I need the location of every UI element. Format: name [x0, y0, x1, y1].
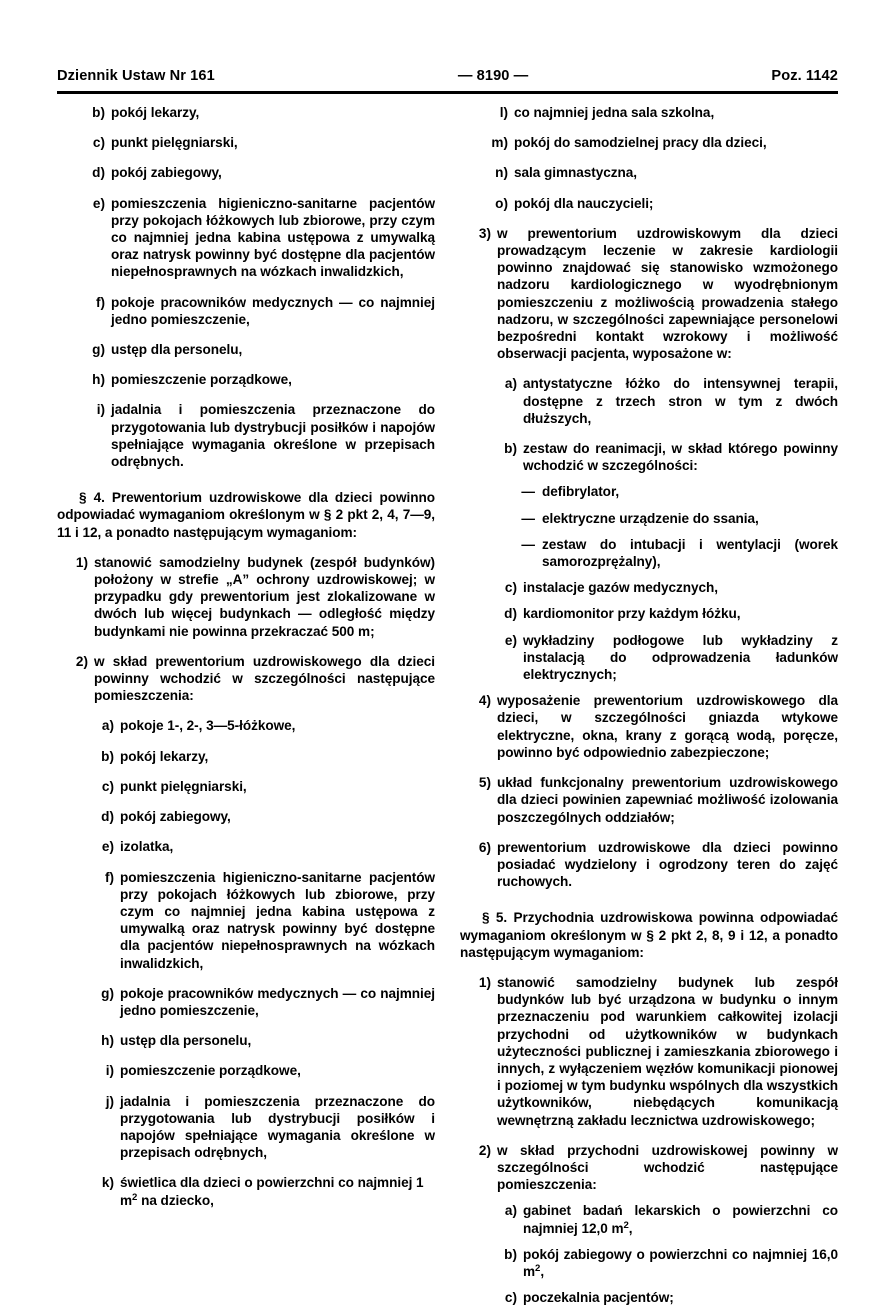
list-marker: h): [101, 1033, 114, 1049]
list-item: [93, 838, 435, 855]
left-column: [57, 104, 435, 1209]
list-item-text: w skład przychodni uzdrowiskowej powinny w szczególności wchodzić następujące pomieszczenia:: [497, 1142, 838, 1193]
list-item-text: jadalnia i pomieszczenia przeznaczone do przygotowania lub dystrybucji posiłków i napojów spełniające wymagania określone w przepisach odrębnych,: [120, 1093, 435, 1161]
list-item-text: antystatyczne łóżko do intensywnej terapii, dostępne z trzech stron w tym z dwóch dłuższych,: [523, 376, 838, 426]
list-marker: 2): [478, 1142, 491, 1158]
list-item-text: pomieszczenie porządkowe,: [111, 372, 292, 388]
right-column: [460, 104, 838, 1306]
list-item: [517, 510, 838, 527]
list-item: [471, 839, 838, 891]
list-marker-dash: —: [521, 484, 535, 500]
list-item: [487, 134, 838, 151]
list-item: [93, 808, 435, 825]
list-item-text-part: ,: [628, 1220, 633, 1236]
list-item-text: w skład prewentorium uzdrowiskowego dla dzieci powinny wchodzić w szczególności następujące pomieszczenia:: [94, 653, 435, 704]
list-marker: 6): [478, 839, 491, 855]
list-item: [471, 692, 838, 761]
list-item: [487, 195, 838, 212]
superscript-unit: 2: [623, 1219, 629, 1231]
list-item-text-part: pokój zabiegowy o powierzchni co najmniej 16,0 m: [523, 1246, 838, 1279]
list-item: [496, 440, 838, 474]
list-item: [471, 225, 838, 363]
list-item-text: zestaw do reanimacji, w skład którego powinny wchodzić w szczególności:: [523, 441, 838, 474]
list-item-text: pokój zabiegowy,: [111, 165, 222, 181]
list-item: [517, 483, 838, 500]
list-item: [93, 1062, 435, 1079]
list-marker-dash: —: [521, 510, 535, 526]
list-marker: e): [92, 195, 105, 211]
list-marker: i): [96, 402, 105, 418]
list-item-text: wyposażenie prewentorium uzdrowiskowego dla dzieci, w szczególności gniazda wtykowe elektryczne, okna, krany z gorącą wodą, poręcze, powinno być odpowiednio zabezpieczone;: [497, 693, 838, 760]
list-marker: c): [504, 580, 517, 596]
list-marker: n): [495, 165, 508, 181]
list-item-text: pokój do samodzielnej pracy dla dzieci,: [514, 135, 767, 151]
list-item-text: pokój zabiegowy,: [120, 809, 231, 825]
list-item-text: prewentorium uzdrowiskowe dla dzieci powinno posiadać wydzielony i ogrodzony teren do zajęć ruchowych.: [497, 839, 838, 890]
list-item-text: stanowić samodzielny budynek lub zespół budynków lub być urządzona w budynku o innym przeznaczeniu pod warunkiem całkowitej izolacji przychodni od użytkowników w budynkach użyteczności publicznej i zamieszkania zbiorowego i innych, z wyłączeniem węzłów komunikacji pionowej i poziomej w tym budynku wspólnych dla wszystkich użytkowników, niebędących komunikacją wewnętrzną zakładu lecznictwa uzdrowiskowego;: [497, 974, 838, 1128]
list-marker: a): [504, 1203, 517, 1219]
list-item-text-part: gabinet badań lekarskich o powierzchni co najmniej 12,0 m: [523, 1203, 838, 1236]
list-marker: f): [104, 869, 114, 885]
list-item: [84, 341, 435, 358]
list-item: [496, 375, 838, 427]
list-item-text: instalacje gazów medycznych,: [523, 580, 719, 596]
list-marker: c): [504, 1290, 517, 1306]
paragraph-5: § 5. Przychodnia uzdrowiskowa powinna odpowiadać wymaganiom określonym w § 2 pkt 2, 8, 9 i 12, a ponadto następującym wymaganiom:: [460, 910, 838, 960]
list-item-text: elektryczne urządzenie do ssania,: [542, 510, 759, 526]
list-marker: j): [105, 1093, 114, 1109]
list-marker: o): [495, 195, 508, 211]
list-item-text: [523, 1246, 838, 1280]
list-item-text: pomieszczenia higieniczno-sanitarne pacjentów przy pokojach łóżkowych lub zbiorowe, przy czym co najmniej jedna kabina ustępowa z umywalką oraz natrysk powinny być dostępne dla pacjentów niepełnosprawnych na wózkach inwalidzkich,: [120, 869, 435, 971]
list-item-text: wykładziny podłogowe lub wykładziny z instalacją do odprowadzenia ładunków elektrycznych;: [523, 632, 838, 683]
list-marker: b): [504, 1246, 517, 1262]
list-marker: l): [499, 105, 508, 120]
list-item: [496, 632, 838, 684]
list-marker: g): [101, 985, 114, 1001]
list-item: [471, 974, 838, 1129]
two-column-body: [57, 104, 838, 1306]
list-marker: b): [101, 748, 114, 764]
list-item: [496, 1289, 838, 1306]
list-item: [84, 104, 435, 121]
item-reference: Poz. 1142: [771, 68, 838, 85]
superscript-unit: 2: [535, 1262, 541, 1274]
list-item: [68, 554, 435, 640]
list-item: [84, 134, 435, 151]
list-marker: e): [101, 839, 114, 855]
list-item-text: defibrylator,: [542, 484, 620, 500]
journal-title: Dziennik Ustaw Nr 161: [57, 68, 215, 85]
list-item-text: układ funkcjonalny prewentorium uzdrowiskowego dla dzieci powinien zapewniać możliwość izolowania poszczególnych oddziałów;: [497, 775, 838, 825]
list-marker: d): [504, 606, 517, 622]
list-item: [471, 774, 838, 826]
list-item-text: pokój dla nauczycieli;: [514, 195, 654, 211]
list-item-text: pokój lekarzy,: [120, 748, 209, 764]
header-divider: [57, 91, 838, 94]
list-item-text: ustęp dla personelu,: [111, 342, 243, 358]
superscript-unit: 2: [132, 1191, 138, 1203]
list-item-text: zestaw do intubacji i wentylacji (worek samorozprężalny),: [542, 536, 838, 570]
list-item-text: sala gimnastyczna,: [514, 165, 638, 181]
list-item-text: izolatka,: [120, 839, 174, 855]
list-item: [471, 1142, 838, 1194]
list-marker: b): [92, 105, 105, 120]
list-item: [496, 1246, 838, 1280]
list-item: [496, 605, 838, 622]
list-item-text: jadalnia i pomieszczenia przeznaczone do przygotowania lub dystrybucji posiłków i napojów spełniające wymagania określone w przepisach odrębnych.: [111, 402, 435, 470]
list-item-text: pokoje pracowników medycznych — co najmniej jedno pomieszczenie,: [120, 985, 435, 1018]
list-item: [487, 164, 838, 181]
list-item-text: punkt pielęgniarski,: [120, 778, 247, 794]
list-item: [93, 778, 435, 795]
list-marker: 1): [478, 974, 491, 990]
list-item: [487, 104, 838, 121]
list-item: [93, 748, 435, 765]
list-item: [84, 294, 435, 328]
list-item-text: stanowić samodzielny budynek (zespół budynków) położony w strefie „A” ochrony uzdrowiskowej; w przypadku gdy prewentorium jest zlokalizowane w dwóch lub więcej budynkach — odległość między budynkami nie powinna przekraczać 500 m;: [94, 554, 435, 639]
list-item: [93, 869, 435, 972]
list-marker: m): [491, 135, 508, 151]
list-item-text: [523, 1202, 838, 1236]
list-marker: 5): [478, 775, 491, 791]
list-marker: 1): [75, 554, 88, 570]
list-marker: c): [92, 135, 105, 151]
list-marker: 3): [478, 225, 491, 241]
list-item: [93, 717, 435, 734]
list-item-text: co najmniej jedna sala szkolna,: [514, 105, 715, 120]
list-item-text: pomieszczenia higieniczno-sanitarne pacjentów przy pokojach łóżkowych lub zbiorowe, przy czym co najmniej jedna kabina ustępowa z umywalką oraz natrysk powinny być dostępne dla pacjentów niepełnosprawnych na wózkach inwalidzkich,: [111, 195, 435, 280]
list-item-text: pokoje 1-, 2-, 3—5-łóżkowe,: [120, 718, 296, 734]
list-marker: a): [504, 376, 517, 392]
list-item: [84, 195, 435, 281]
list-marker: d): [92, 165, 105, 181]
list-item-text: pokój lekarzy,: [111, 105, 200, 120]
list-item-text: pomieszczenie porządkowe,: [120, 1063, 301, 1079]
list-item: [496, 1202, 838, 1236]
list-item: [93, 985, 435, 1019]
list-item-text: poczekalnia pacjentów;: [523, 1290, 674, 1306]
list-marker: a): [101, 718, 114, 734]
list-item: [84, 371, 435, 388]
list-item-text: ustęp dla personelu,: [120, 1033, 252, 1049]
page-number: — 8190 —: [457, 68, 529, 85]
list-item-text: [120, 1174, 435, 1208]
list-marker: f): [95, 294, 105, 310]
list-marker: k): [101, 1175, 114, 1191]
list-item-text: kardiomonitor przy każdym łóżku,: [523, 606, 741, 622]
list-marker: i): [105, 1063, 114, 1079]
list-marker: h): [92, 372, 105, 388]
list-item: [84, 164, 435, 181]
list-item: [84, 401, 435, 470]
list-item-text-part: świetlica dla dzieci o powierzchni co najmniej 1 m: [120, 1175, 424, 1208]
list-item: [93, 1093, 435, 1162]
list-item-text-part: ,: [540, 1263, 545, 1279]
list-marker: g): [92, 342, 105, 358]
running-head: [57, 58, 838, 84]
list-marker: b): [504, 441, 517, 457]
list-item: [496, 579, 838, 596]
list-item-text: punkt pielęgniarski,: [111, 135, 238, 151]
list-marker: e): [504, 632, 517, 648]
list-marker: 2): [75, 653, 88, 669]
list-marker-dash: —: [521, 536, 535, 552]
list-item: [93, 1174, 435, 1208]
list-item-text: w prewentorium uzdrowiskowym dla dzieci prowadzącym leczenie w zakresie kardiologii powinno znajdować się stanowisko wzmożonego nadzoru kardiologicznego w wyodrębnionym pomieszczeniu z możliwością prowadzenia stałego nadzoru, w szczególności zapewniające personelowi bezpośredni kontakt wzrokowy i możliwość obserwacji pacjenta, wyposażone w:: [497, 225, 838, 362]
list-item: [517, 536, 838, 570]
list-item: [68, 653, 435, 705]
list-marker: c): [101, 778, 114, 794]
list-marker: 4): [478, 693, 491, 709]
list-item: [93, 1032, 435, 1049]
list-item-text-part: na dziecko,: [137, 1192, 214, 1208]
list-marker: d): [101, 809, 114, 825]
list-item-text: pokoje pracowników medycznych — co najmniej jedno pomieszczenie,: [111, 294, 435, 327]
paragraph-4: § 4. Prewentorium uzdrowiskowe dla dzieci powinno odpowiadać wymaganiom określonym w § 2 pkt 2, 4, 7—9, 11 i 12, a ponadto następującym wymaganiom:: [57, 490, 435, 540]
